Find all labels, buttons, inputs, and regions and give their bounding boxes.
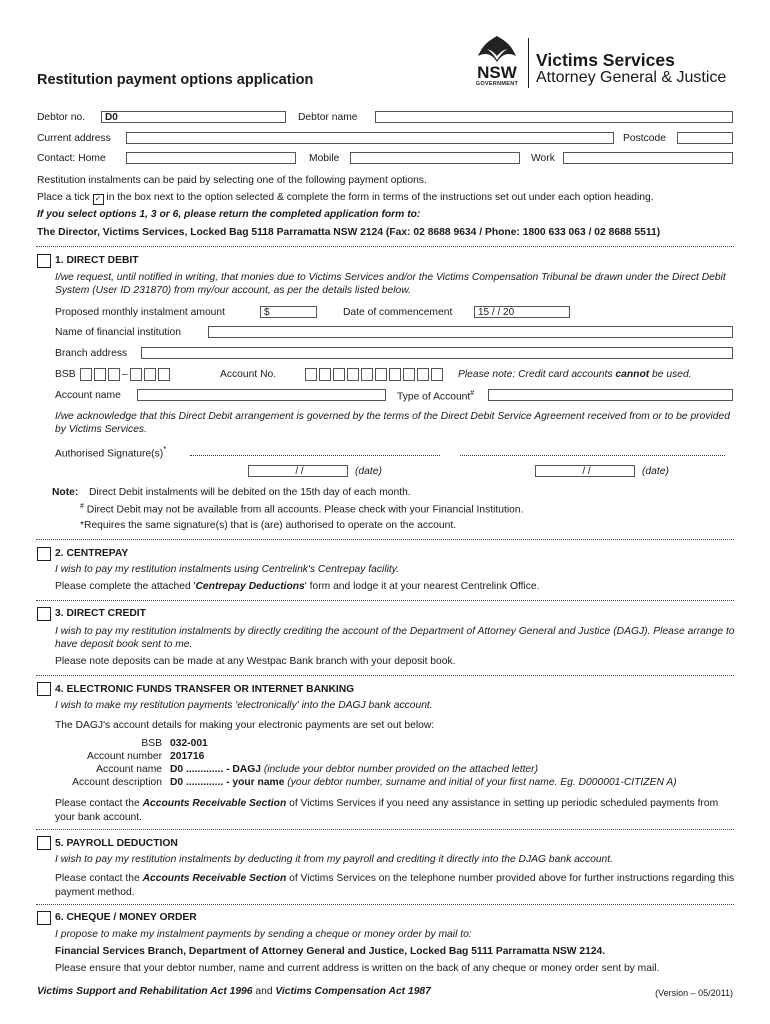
amount-field[interactable]: $ bbox=[260, 306, 317, 318]
org-name: Victims Services bbox=[536, 50, 675, 70]
contact-home-label: Contact: Home bbox=[37, 153, 106, 164]
commence-label: Date of commencement bbox=[343, 307, 453, 318]
nsw-logo bbox=[470, 34, 524, 88]
section-5-contact: Please contact the Accounts Receivable Section of Victims Services on the telephone number provided above for further instructions regarding this payment method. bbox=[55, 873, 735, 898]
option-5-checkbox[interactable] bbox=[37, 836, 51, 850]
intro-line-1: Restitution instalments can be paid by selecting one of the following payment options. bbox=[37, 175, 427, 186]
section-4-rule bbox=[36, 675, 734, 676]
section-4-heading: 4. ELECTRONIC FUNDS TRANSFER OR INTERNET BANKING bbox=[55, 684, 355, 695]
mobile-field[interactable] bbox=[350, 152, 520, 164]
section-6-line-1: I propose to make my instalment payments by sending a cheque or money order by mail to: bbox=[55, 929, 472, 940]
option-4-checkbox[interactable] bbox=[37, 682, 51, 696]
branch-field[interactable] bbox=[141, 347, 733, 359]
note-1: Direct Debit instalments will be debited on the 15th day of each month. bbox=[89, 487, 411, 498]
eft-bsb-label: BSB bbox=[141, 738, 162, 749]
intro-line-2-b: in the box next to the option selected & complete the form in terms of the instructions set out under each option heading. bbox=[106, 192, 654, 203]
section-4-contact: Please contact the Accounts Receivable Section of Victims Services if you need any assistance in setting up periodic scheduled payments from your bank account. bbox=[55, 798, 719, 823]
logo-nsw-text: NSW bbox=[477, 63, 517, 82]
section-2-rule bbox=[36, 539, 734, 540]
section-2-line-1: I wish to pay my restitution instalments using Centrelink's Centrepay facility. bbox=[55, 564, 400, 575]
section-4-line-2: The DAGJ's account details for making your electronic payments are set out below: bbox=[55, 720, 435, 731]
section-1-heading: 1. DIRECT DEBIT bbox=[55, 255, 139, 266]
commence-field[interactable]: 15 / / 20 bbox=[474, 306, 570, 318]
date-field-1[interactable]: / / bbox=[248, 465, 348, 477]
section-3-rule bbox=[36, 600, 734, 601]
section-6-line-3: Please ensure that your debtor number, name and current address is written on the back of any cheque or money order sent by mail. bbox=[55, 963, 660, 974]
eft-acct-name-value: D0 ............. - DAGJ (include your debtor number provided on the attached letter) bbox=[170, 764, 539, 775]
section-5-line-1: I wish to pay my restitution instalments by deducting it from my payroll and crediting it directly into the DJAG bank account. bbox=[55, 854, 613, 865]
postcode-field[interactable] bbox=[677, 132, 733, 144]
credit-card-note: Please note: Credit card accounts cannot be used. bbox=[458, 369, 692, 380]
page-title: Restitution payment options application bbox=[37, 72, 314, 88]
current-address-field[interactable] bbox=[126, 132, 614, 144]
section-2-line-2: Please complete the attached 'Centrepay Deductions' form and lodge it at your nearest Centrelink Office. bbox=[55, 581, 540, 592]
section-5-rule bbox=[36, 829, 734, 830]
section-3-line-2: Please note deposits can be made at any Westpac Bank branch with your deposit book. bbox=[55, 656, 456, 667]
account-type-field[interactable] bbox=[488, 389, 733, 401]
intro-line-4: The Director, Victims Services, Locked Bag 5118 Parramatta NSW 2124 (Fax: 02 8688 9634 / Phone: 1800 633 063 / 02 8688 5511) bbox=[37, 227, 661, 238]
debtor-name-label: Debtor name bbox=[298, 112, 358, 123]
current-address-label: Current address bbox=[37, 133, 111, 144]
logo-government-text: GOVERNMENT bbox=[475, 81, 519, 87]
debtor-no-field[interactable]: D0 bbox=[101, 111, 286, 123]
institution-field[interactable] bbox=[208, 326, 733, 338]
option-6-checkbox[interactable] bbox=[37, 911, 51, 925]
account-no-label: Account No. bbox=[220, 369, 277, 380]
date-label-1: (date) bbox=[355, 466, 382, 477]
section-6-heading: 6. CHEQUE / MONEY ORDER bbox=[55, 912, 197, 923]
logo-divider bbox=[528, 38, 529, 88]
section-2-heading: 2. CENTREPAY bbox=[55, 548, 129, 559]
ack-text: I/we acknowledge that this Direct Debit arrangement is governed by the terms of the Direct Debit Service Agreement received from or to be provided by Victims Services. bbox=[55, 411, 730, 435]
eft-acct-num-value: 201716 bbox=[170, 751, 205, 762]
checkbox-tick-icon: ✓ bbox=[93, 194, 104, 205]
section-4-line-1: I wish to make my restitution payments 'electronically' into the DAGJ bank account. bbox=[55, 700, 433, 711]
option-2-checkbox[interactable] bbox=[37, 547, 51, 561]
account-name-field[interactable] bbox=[137, 389, 386, 401]
footer-acts: Victims Support and Rehabilitation Act 1996 and Victims Compensation Act 1987 bbox=[37, 986, 431, 997]
signature-label: Authorised Signature(s)* bbox=[55, 445, 167, 460]
eft-acct-desc-label: Account description bbox=[72, 777, 162, 788]
eft-bsb-value: 032-001 bbox=[170, 738, 208, 749]
option-3-checkbox[interactable] bbox=[37, 607, 51, 621]
signature-line-1[interactable] bbox=[190, 455, 440, 456]
postcode-label: Postcode bbox=[623, 133, 666, 144]
note-label: Note: bbox=[52, 487, 79, 498]
eft-acct-num-label: Account number bbox=[87, 751, 162, 762]
debtor-no-label: Debtor no. bbox=[37, 112, 86, 123]
account-type-label: Type of Account# bbox=[397, 390, 475, 403]
intro-line-2-a: Place a tick bbox=[37, 192, 90, 203]
note-2: # Direct Debit may not be available from all accounts. Please check with your Financial Institution. bbox=[80, 503, 524, 516]
work-phone-field[interactable] bbox=[563, 152, 733, 164]
section-6-line-2: Financial Services Branch, Department of Attorney General and Justice, Locked Bag 5111 Parramatta NSW 2124. bbox=[55, 946, 606, 957]
home-phone-field[interactable] bbox=[126, 152, 296, 164]
section-1-rule bbox=[36, 246, 734, 247]
section-1-text: I/we request, until notified in writing, that monies due to Victims Services and/or the Victims Compensation Tribunal be drawn under the Direct Debit System (User ID 231870) from my/our account, as per the details listed below. bbox=[55, 272, 726, 296]
date-label-2: (date) bbox=[642, 466, 669, 477]
account-no-field[interactable] bbox=[305, 368, 445, 381]
intro-line-3: If you select options 1, 3 or 6, please return the completed application form to: bbox=[37, 209, 421, 220]
intro-line-2 bbox=[37, 192, 654, 205]
mobile-label: Mobile bbox=[309, 153, 340, 164]
account-name-label: Account name bbox=[55, 390, 121, 401]
bsb-field[interactable]: – bbox=[80, 368, 172, 381]
eft-acct-desc-value: D0 ............. - your name (your debtor number, surname and initial of your first name. Eg. D000001-CITIZEN A) bbox=[170, 777, 677, 788]
org-dept: Attorney General & Justice bbox=[536, 69, 727, 86]
signature-line-2[interactable] bbox=[460, 455, 725, 456]
eft-acct-name-label: Account name bbox=[96, 764, 162, 775]
section-6-rule bbox=[36, 904, 734, 905]
amount-label: Proposed monthly instalment amount bbox=[55, 307, 225, 318]
work-label: Work bbox=[531, 153, 555, 164]
debtor-name-field[interactable] bbox=[375, 111, 733, 123]
option-1-checkbox[interactable] bbox=[37, 254, 51, 268]
footer-version: (Version – 05/2011) bbox=[655, 988, 733, 998]
section-5-heading: 5. PAYROLL DEDUCTION bbox=[55, 838, 178, 849]
institution-label: Name of financial institution bbox=[55, 327, 181, 338]
section-3-heading: 3. DIRECT CREDIT bbox=[55, 608, 146, 619]
note-3: *Requires the same signature(s) that is (are) authorised to operate on the account. bbox=[80, 520, 457, 531]
branch-label: Branch address bbox=[55, 348, 128, 359]
bsb-label: BSB bbox=[55, 369, 76, 380]
date-field-2[interactable]: / / bbox=[535, 465, 635, 477]
waratah-icon bbox=[470, 34, 524, 64]
section-3-line-1: I wish to pay my restitution instalments by directly crediting the account of the Department of Attorney General and Justice (DAGJ). Please arrange to have deposit book sent to me. bbox=[55, 626, 735, 650]
